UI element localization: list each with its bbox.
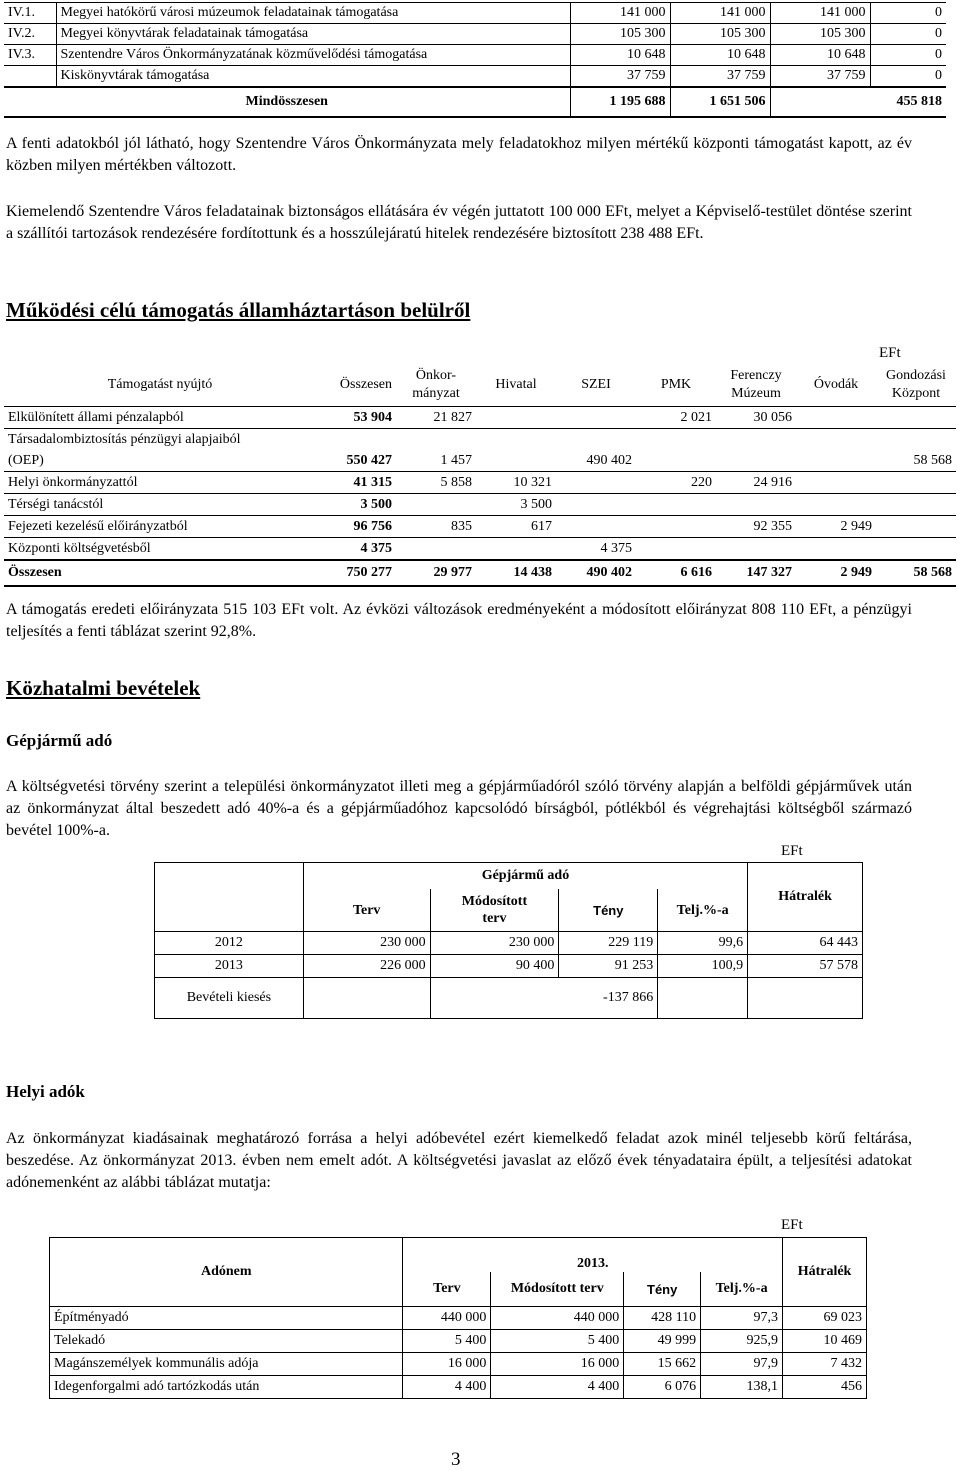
header-terv: Terv — [303, 889, 430, 932]
table-row — [4, 494, 956, 516]
kieses-label: Bevételi kiesés — [155, 978, 304, 1019]
total-value: 1 195 688 — [570, 87, 670, 117]
cell: 440 000 — [491, 1307, 624, 1330]
unit-label: EFt — [781, 1217, 803, 1233]
row-value: 0 — [870, 24, 946, 45]
vehicle-tax-table — [154, 862, 863, 1019]
row-value: 10 648 — [670, 45, 770, 66]
row-total: 96 756 — [316, 516, 396, 538]
cell — [876, 494, 956, 516]
row-total: 4 375 — [316, 538, 396, 561]
header-year: 2013. — [403, 1238, 783, 1273]
cell: 3 500 — [476, 494, 556, 516]
row-label: Fejezeti kezelésű előirányzatból — [4, 516, 316, 538]
cell — [476, 538, 556, 561]
cell — [796, 538, 876, 561]
header-gondozasi-kozpont: Gondozási Központ — [876, 364, 956, 407]
row-year: 2013 — [155, 955, 304, 978]
table-row — [4, 516, 956, 538]
cell — [636, 516, 716, 538]
cell: 30 056 — [716, 407, 796, 429]
cell — [556, 516, 636, 538]
total-value: 1 651 506 — [670, 87, 770, 117]
row-value: 10 648 — [770, 45, 870, 66]
row-value: 141 000 — [570, 3, 670, 24]
cell: 21 827 — [396, 407, 476, 429]
cell: 220 — [636, 472, 716, 494]
header-teny: Tény — [559, 889, 658, 932]
header-group: Gépjármű adó — [303, 863, 747, 890]
cell — [636, 538, 716, 561]
cell — [716, 538, 796, 561]
cell — [716, 450, 796, 472]
section-heading: Közhatalmi bevételek — [6, 676, 201, 700]
cell: 49 999 — [624, 1330, 701, 1353]
table-row — [4, 45, 946, 66]
section-heading: Működési célú támogatás államháztartáson belülről — [6, 298, 471, 322]
header-provider: Támogatást nyújtó — [4, 364, 316, 407]
subsection-heading: Gépjármű adó — [6, 731, 113, 750]
cell: 5 858 — [396, 472, 476, 494]
total-row — [4, 560, 956, 586]
cell: 90 400 — [430, 955, 559, 978]
cell: 97,9 — [701, 1353, 783, 1376]
header-hivatal: Hivatal — [476, 364, 556, 407]
row-label: Telekadó — [50, 1330, 403, 1353]
cell: 835 — [396, 516, 476, 538]
row-value: 10 648 — [570, 45, 670, 66]
cell: 57 578 — [748, 955, 863, 978]
cell: 5 400 — [403, 1330, 491, 1353]
cell: 64 443 — [748, 932, 863, 955]
cell: 440 000 — [403, 1307, 491, 1330]
cell: 97,3 — [701, 1307, 783, 1330]
total-value: 14 438 — [476, 560, 556, 586]
cell — [636, 494, 716, 516]
row-value: 0 — [870, 66, 946, 88]
row-label: Megyei könyvtárak feladatainak támogatása — [56, 24, 570, 45]
table-row — [4, 3, 946, 24]
unit-label: EFt — [781, 843, 803, 859]
cell — [796, 450, 876, 472]
page-number: 3 — [451, 1449, 461, 1470]
header-ovodak: Óvodák — [796, 364, 876, 407]
paragraph: A költségvetési törvény szerint a települési önkormányzatot illeti meg a gépjárműadóról szóló törvény alapján a belföldi gépjárművek után az önkormányzat által beszedett adó 40%-a és a gépjárműadóhoz kapcsolódó bírságból, pótlékból és végrehajtási költségből származó bevétel 100%-a. — [6, 778, 912, 839]
cell — [636, 450, 716, 472]
cell: 456 — [783, 1376, 867, 1399]
header-teljesites: Telj.%-a — [701, 1272, 783, 1307]
row-id — [4, 66, 56, 88]
total-row — [4, 87, 946, 117]
row-label: Szentendre Város Önkormányzatának közművelődési támogatása — [56, 45, 570, 66]
total-value: 6 616 — [636, 560, 716, 586]
header-total: Összesen — [316, 364, 396, 407]
total-value: 2 949 — [796, 560, 876, 586]
cell — [796, 407, 876, 429]
table-row — [4, 450, 956, 472]
cell: 4 400 — [491, 1376, 624, 1399]
row-value: 105 300 — [770, 24, 870, 45]
operating-support-table — [4, 364, 956, 587]
row-label: Központi költségvetésből — [4, 538, 316, 561]
table-row — [155, 932, 863, 955]
subsection-heading: Helyi adók — [6, 1082, 85, 1101]
cell: 58 568 — [876, 450, 956, 472]
header-pmk: PMK — [636, 364, 716, 407]
row-total: 3 500 — [316, 494, 396, 516]
row-label: Építményadó — [50, 1307, 403, 1330]
cell — [556, 472, 636, 494]
cell — [316, 429, 956, 451]
row-value: 37 759 — [570, 66, 670, 88]
cell — [476, 450, 556, 472]
support-table — [4, 2, 946, 118]
header-hatralek: Hátralék — [783, 1238, 867, 1307]
cell — [396, 538, 476, 561]
row-label: Társadalombiztosítás pénzügyi alapjaiból — [8, 431, 241, 447]
row-label: Helyi önkormányzattól — [4, 472, 316, 494]
table-row — [4, 407, 956, 429]
cell — [796, 494, 876, 516]
cell: 7 432 — [783, 1353, 867, 1376]
row-value: 37 759 — [770, 66, 870, 88]
row-value: 0 — [870, 45, 946, 66]
cell: 925,9 — [701, 1330, 783, 1353]
row-value: 0 — [870, 3, 946, 24]
header-szei: SZEI — [556, 364, 636, 407]
header-adonem: Adónem — [50, 1238, 403, 1307]
cell: 229 119 — [559, 932, 658, 955]
cell — [796, 472, 876, 494]
paragraph: A fenti adatokból jól látható, hogy Szentendre Város Önkormányzata mely feladatokhoz milyen mértékű központi támogatást kapott, az év közben milyen mértékben változott. — [6, 135, 912, 174]
cell: 490 402 — [556, 450, 636, 472]
cell: 16 000 — [403, 1353, 491, 1376]
table-row — [50, 1376, 867, 1399]
total-value: 29 977 — [396, 560, 476, 586]
cell — [556, 407, 636, 429]
cell: 4 400 — [403, 1376, 491, 1399]
cell: 138,1 — [701, 1376, 783, 1399]
cell: 69 023 — [783, 1307, 867, 1330]
row-id: IV.2. — [4, 24, 56, 45]
row-id: IV.3. — [4, 45, 56, 66]
cell — [876, 516, 956, 538]
header-onkormanyzat: Önkor- mányzat — [396, 364, 476, 407]
row-value: 105 300 — [670, 24, 770, 45]
cell: 100,9 — [658, 955, 748, 978]
row-label: (OEP) — [4, 450, 316, 472]
table-row — [4, 538, 956, 561]
header-terv: Terv — [403, 1272, 491, 1307]
total-value: 490 402 — [556, 560, 636, 586]
table-row — [50, 1307, 867, 1330]
table-row — [4, 66, 946, 88]
table-header — [4, 364, 956, 407]
cell: 1 457 — [396, 450, 476, 472]
row-year: 2012 — [155, 932, 304, 955]
header-modositott-terv: Módosított terv — [430, 889, 559, 932]
header-modositott-terv: Módosított terv — [491, 1272, 624, 1307]
header-teljesites: Telj.%-a — [658, 889, 748, 932]
cell: 10 321 — [476, 472, 556, 494]
table-header — [50, 1238, 867, 1273]
cell — [876, 472, 956, 494]
header-ferenczy-muzeum: Ferenczy Múzeum — [716, 364, 796, 407]
row-id: IV.1. — [4, 3, 56, 24]
cell: 230 000 — [303, 932, 430, 955]
cell: 5 400 — [491, 1330, 624, 1353]
cell — [716, 494, 796, 516]
cell — [556, 494, 636, 516]
row-total: 41 315 — [316, 472, 396, 494]
row-value: 141 000 — [770, 3, 870, 24]
cell: 617 — [476, 516, 556, 538]
row-value: 105 300 — [570, 24, 670, 45]
row-total: 53 904 — [316, 407, 396, 429]
header-teny: Tény — [624, 1272, 701, 1307]
row-label: Kiskönyvtárak támogatása — [56, 66, 570, 88]
cell — [876, 538, 956, 561]
total-value: 147 327 — [716, 560, 796, 586]
total-value: 58 568 — [876, 560, 956, 586]
paragraph: Kiemelendő Szentendre Város feladatainak biztonságos ellátására év végén juttatott 100 000 EFt, melyet a Képviselő-testület döntése szerint a szállítói tartozások rendezésére fordítottunk és a hosszúlejáratú hitelek rendezésére biztosított 238 488 EFt. — [6, 203, 912, 242]
kieses-value: -137 866 — [430, 978, 658, 1019]
cell: 226 000 — [303, 955, 430, 978]
row-label: Megyei hatókörű városi múzeumok feladatainak támogatása — [56, 3, 570, 24]
table-row — [4, 472, 956, 494]
cell: 91 253 — [559, 955, 658, 978]
cell: 24 916 — [716, 472, 796, 494]
table-row — [50, 1330, 867, 1353]
cell — [876, 407, 956, 429]
cell: 15 662 — [624, 1353, 701, 1376]
table-row — [4, 24, 946, 45]
cell — [476, 407, 556, 429]
cell — [396, 494, 476, 516]
row-total: 550 427 — [316, 450, 396, 472]
cell: 10 469 — [783, 1330, 867, 1353]
paragraph: A támogatás eredeti előirányzata 515 103 EFt volt. Az évközi változások eredményeként a módosított előirányzat 808 110 EFt, a pénzügyi teljesítés a fenti táblázat szerint 92,8%. — [6, 601, 912, 640]
cell: 2 021 — [636, 407, 716, 429]
header-hatralek: Hátralék — [748, 863, 863, 932]
table-row — [4, 429, 956, 451]
cell: 4 375 — [556, 538, 636, 561]
cell: 428 110 — [624, 1307, 701, 1330]
row-value: 37 759 — [670, 66, 770, 88]
total-value: 750 277 — [316, 560, 396, 586]
unit-label: EFt — [879, 345, 901, 361]
cell: 230 000 — [430, 932, 559, 955]
table-row — [155, 978, 863, 1019]
row-label: Idegenforgalmi adó tartózkodás után — [50, 1376, 403, 1399]
cell: 2 949 — [796, 516, 876, 538]
table-row — [155, 955, 863, 978]
row-label: Elkülönített állami pénzalapból — [4, 407, 316, 429]
total-label: Mindösszesen — [4, 87, 570, 117]
cell: 6 076 — [624, 1376, 701, 1399]
cell: 16 000 — [491, 1353, 624, 1376]
paragraph: Az önkormányzat kiadásainak meghatározó forrása a helyi adóbevétel ezért kiemelkedő feladat azok minél teljesebb körű feltárása, beszedése. Az önkormányzat 2013. évben nem emelt adót. A költségvetési javaslat az előző évek tényadataira épült, a teljesítési adatokat adónemenként az alábbi táblázat mutatja: — [6, 1130, 912, 1191]
table-row — [50, 1353, 867, 1376]
row-label: Magánszemélyek kommunális adója — [50, 1353, 403, 1376]
table-header — [155, 863, 863, 890]
local-tax-table — [49, 1237, 867, 1399]
total-value: 455 818 — [770, 87, 946, 117]
total-label: Összesen — [4, 560, 316, 586]
row-value: 141 000 — [670, 3, 770, 24]
cell: 92 355 — [716, 516, 796, 538]
row-label: Térségi tanácstól — [4, 494, 316, 516]
cell: 99,6 — [658, 932, 748, 955]
